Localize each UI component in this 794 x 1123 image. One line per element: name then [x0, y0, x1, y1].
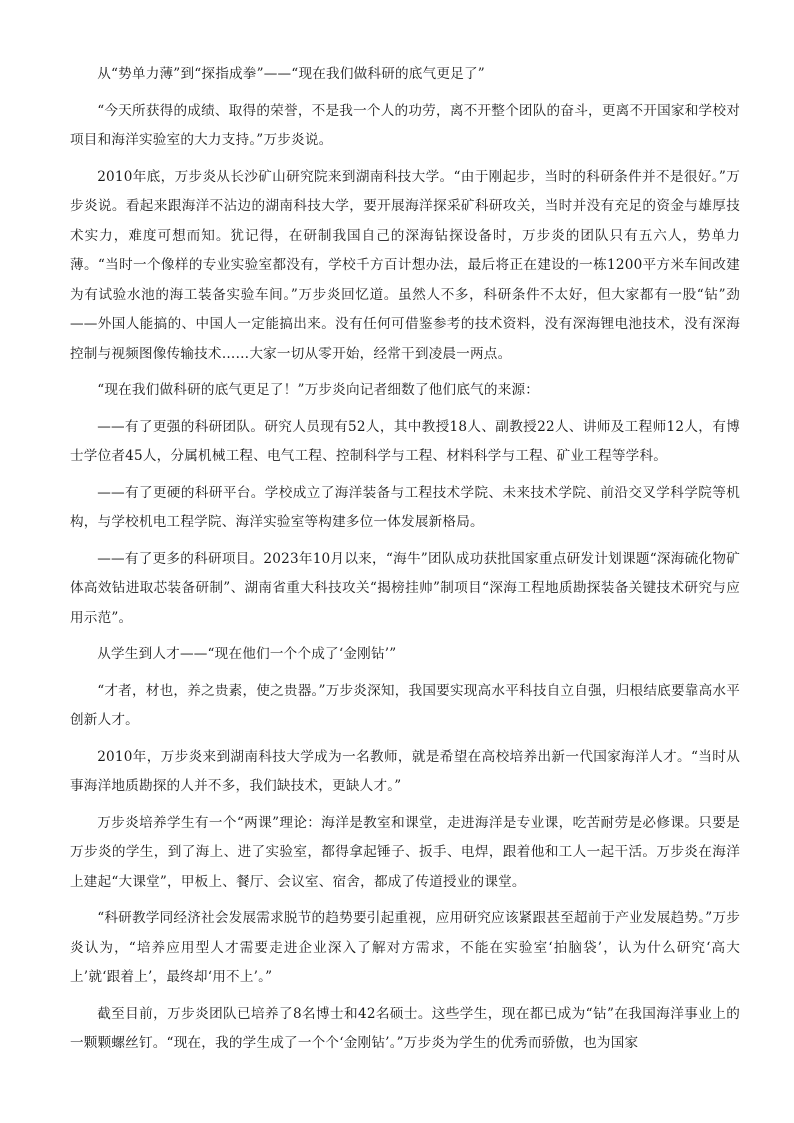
section-heading-student-to-talent: 从学生到人才——“现在他们一个个成了‘金刚钻’”	[97, 646, 397, 662]
paragraph-early-days: 2010年底，万步炎从长沙矿山研究院来到湖南科技大学。“由于刚起步，当时的科研条件并不是很好。”万步炎说。看起来跟海洋不沾边的湖南科技大学，要开展海洋探采矿科研攻关，当时并没有充足的资金与雄厚技术实力，难度可想而知。犹记得，在研制我国自己的深海钻探设备时，万步炎的团队只有五六人，势单力薄。“当时一个像样的专业实验室都没有，学校千方百计想办法，最后将正在建设的一栋1200平方米车间改建为有试验水池的海工装备实验车间。”万步炎回忆道。虽然人不多，科研条件不太好，但大家都有一股“钻”劲——外国人能搞的、中国人一定能搞出来。没有任何可借鉴参考的技术资料，没有深海锂电池技术，没有深海控制与视频图像传输技术……大家一切从零开始，经常干到凌晨一两点。	[70, 168, 740, 362]
paragraph-confidence-sources: “现在我们做科研的底气更足了！”万步炎向记者细数了他们底气的来源：	[97, 382, 540, 398]
paragraph-talent-quote: “才者，材也，养之贵素，使之贵器。”万步炎深知，我国要实现高水平科技自立自强，归根结底要靠高水平创新人才。	[70, 682, 740, 728]
paragraph-stronger-platform: ——有了更硬的科研平台。学校成立了海洋装备与工程技术学院、未来技术学院、前沿交叉学科学院等机构，与学校机电工程学院、海洋实验室等构建多位一体发展新格局。	[70, 484, 740, 530]
paragraph-two-courses: 万步炎培养学生有一个“两课”理论：海洋是教室和课堂，走进海洋是专业课，吃苦耐劳是必修课。只要是万步炎的学生，到了海上、进了实验室，都得拿起锤子、扳手、电焊，跟着他和工人一起干活。万步炎在海洋上建起“大课堂”，甲板上、餐厅、会议室、宿舍，都成了传道授业的课堂。	[70, 814, 740, 890]
document-page	[70, 60, 740, 1066]
section-heading-research-confidence: 从“势单力薄”到“探指成拳”——“现在我们做科研的底气更足了”	[97, 66, 485, 82]
paragraph-stronger-team: ——有了更强的科研团队。研究人员现有52人，其中教授18人、副教授22人、讲师及工程师12人，有博士学位者45人，分属机械工程、电气工程、控制科学与工程、材料科学与工程、矿业工程等学科。	[70, 418, 740, 464]
paragraph-team-credit: “今天所获得的成绩、取得的荣誉，不是我一个人的功劳，离不开整个团队的奋斗，更离不开国家和学校对项目和海洋实验室的大力支持。”万步炎说。	[70, 102, 740, 148]
paragraph-applied-research: “科研教学同经济社会发展需求脱节的趋势要引起重视，应用研究应该紧跟甚至超前于产业发展趋势。”万步炎认为，“培养应用型人才需要走进企业深入了解对方需求，不能在实验室‘拍脑袋’，认为什么研究‘高大上’就‘跟着上’，最终却‘用不上’。”	[70, 910, 740, 985]
paragraph-becoming-teacher: 2010年，万步炎来到湖南科技大学成为一名教师，就是希望在高校培养出新一代国家海洋人才。“当时从事海洋地质勘探的人并不多，我们缺技术，更缺人才。”	[70, 748, 740, 794]
paragraph-graduates: 截至目前，万步炎团队已培养了8名博士和42名硕士。这些学生，现在都已成为“钻”在我国海洋事业上的一颗颗螺丝钉。“现在，我的学生成了一个个‘金刚钻’。”万步炎为学生的优秀而骄傲，也为国家	[70, 1005, 740, 1051]
paragraph-more-projects: ——有了更多的科研项目。2023年10月以来，“海牛”团队成功获批国家重点研发计划课题“深海硫化物矿体高效钻进取芯装备研制”、湖南省重大科技攻关“揭榜挂帅”制项目“深海工程地质勘探装备关键技术研究与应用示范”。	[70, 550, 740, 626]
